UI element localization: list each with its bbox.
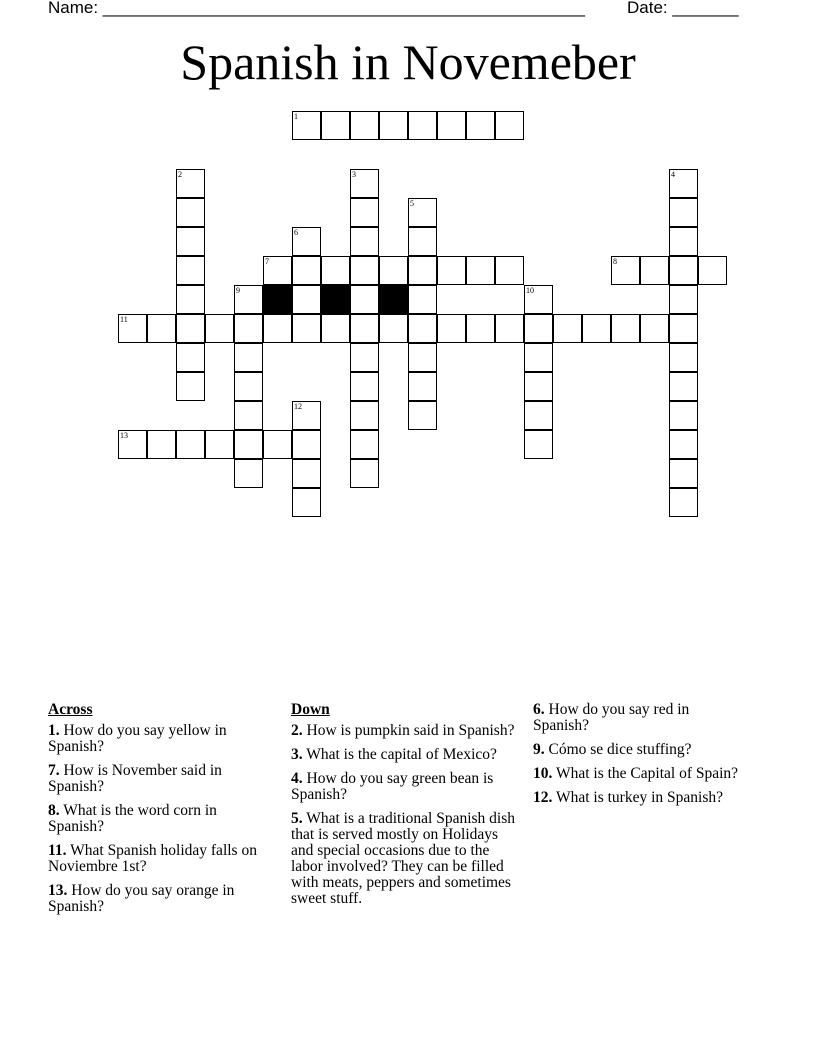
grid-cell[interactable]: [408, 372, 437, 401]
clue-item: [48, 883, 268, 915]
black-square: [263, 285, 292, 314]
grid-cell[interactable]: [147, 430, 176, 459]
grid-cell[interactable]: [234, 430, 263, 459]
cell-number: 7: [265, 257, 269, 266]
grid-cell[interactable]: [292, 227, 321, 256]
grid-cell[interactable]: [437, 256, 466, 285]
across-clues: [48, 702, 268, 923]
grid-cell[interactable]: [350, 169, 379, 198]
grid-cell[interactable]: [495, 314, 524, 343]
clue-item: [48, 843, 268, 875]
clue-text: How do you say yellow in Spanish?: [48, 722, 227, 755]
grid-cell[interactable]: [611, 256, 640, 285]
down-heading: Down: [291, 701, 330, 718]
grid-cell[interactable]: [292, 314, 321, 343]
clue-number: 7.: [48, 762, 60, 779]
clue-item: [533, 790, 743, 806]
puzzle-title: Spanish in Novemeber: [180, 34, 636, 90]
clue-item: [291, 723, 523, 739]
grid-cell[interactable]: [437, 111, 466, 140]
cell-number: 6: [294, 228, 298, 237]
clue-number: 8.: [48, 802, 60, 819]
grid-cell[interactable]: [292, 488, 321, 517]
cell-number: 8: [613, 257, 617, 266]
grid-cell[interactable]: [524, 372, 553, 401]
grid-cell[interactable]: [437, 314, 466, 343]
clue-number: 9.: [533, 741, 545, 758]
black-square: [321, 285, 350, 314]
cell-number: 4: [671, 170, 675, 179]
clue-item: [48, 763, 268, 795]
grid-cell[interactable]: [611, 314, 640, 343]
grid-cell[interactable]: [350, 459, 379, 488]
grid-cell[interactable]: [234, 285, 263, 314]
grid-cell[interactable]: [524, 314, 553, 343]
grid-cell[interactable]: [234, 401, 263, 430]
grid-cell[interactable]: [669, 488, 698, 517]
grid-cell[interactable]: [669, 198, 698, 227]
grid-cell[interactable]: [350, 227, 379, 256]
grid-cell[interactable]: [321, 111, 350, 140]
black-square: [379, 285, 408, 314]
clue-number: 13.: [48, 882, 68, 899]
grid-cell[interactable]: [234, 372, 263, 401]
grid-cell[interactable]: [176, 169, 205, 198]
grid-cell[interactable]: [118, 430, 147, 459]
grid-cell[interactable]: [408, 111, 437, 140]
grid-cell[interactable]: [524, 343, 553, 372]
down-clues: [291, 702, 523, 915]
grid-cell[interactable]: [379, 111, 408, 140]
clue-text: What is the word corn in Spanish?: [48, 802, 217, 835]
clue-text: Cómo se dice stuffing?: [544, 741, 692, 758]
clue-text: What is the Capital of Spain?: [552, 765, 739, 782]
across-heading: Across: [48, 701, 93, 718]
grid-cell[interactable]: [292, 256, 321, 285]
name-field[interactable]: Name: ___________________________________________________: [48, 0, 585, 17]
grid-cell[interactable]: [263, 314, 292, 343]
grid-cell[interactable]: [176, 343, 205, 372]
grid-cell[interactable]: [640, 256, 669, 285]
grid-cell[interactable]: [321, 314, 350, 343]
grid-cell[interactable]: [176, 227, 205, 256]
grid-cell[interactable]: [350, 430, 379, 459]
grid-cell[interactable]: [321, 256, 350, 285]
grid-cell[interactable]: [698, 256, 727, 285]
clue-number: 5.: [291, 810, 303, 827]
grid-cell[interactable]: [292, 111, 321, 140]
grid-cell[interactable]: [176, 285, 205, 314]
cell-number: 11: [120, 315, 128, 324]
clue-text: What is turkey in Spanish?: [552, 789, 723, 806]
grid-cell[interactable]: [408, 285, 437, 314]
grid-cell[interactable]: [234, 314, 263, 343]
clue-number: 10.: [533, 765, 553, 782]
grid-cell[interactable]: [350, 343, 379, 372]
grid-cell[interactable]: [553, 314, 582, 343]
grid-cell[interactable]: [408, 343, 437, 372]
clue-text: How do you say orange in Spanish?: [48, 882, 235, 915]
grid-cell[interactable]: [640, 314, 669, 343]
grid-cell[interactable]: [379, 256, 408, 285]
grid-cell[interactable]: [669, 372, 698, 401]
clue-item: [533, 766, 743, 782]
grid-cell[interactable]: [582, 314, 611, 343]
grid-cell[interactable]: [669, 285, 698, 314]
grid-cell[interactable]: [234, 459, 263, 488]
down-clues-continued: [533, 702, 743, 814]
clue-item: [48, 723, 268, 755]
clue-text: How is November said in Spanish?: [48, 762, 222, 795]
grid-cell[interactable]: [292, 459, 321, 488]
clue-text: What is the capital of Mexico?: [302, 746, 497, 763]
clue-number: 11.: [48, 842, 67, 859]
grid-cell[interactable]: [176, 198, 205, 227]
clue-number: 12.: [533, 789, 553, 806]
grid-cell[interactable]: [669, 169, 698, 198]
date-field[interactable]: Date: _______: [627, 0, 739, 17]
clue-item: [48, 803, 268, 835]
grid-cell[interactable]: [495, 111, 524, 140]
grid-cell[interactable]: [263, 430, 292, 459]
grid-cell[interactable]: [350, 285, 379, 314]
clue-text: What Spanish holiday falls on Noviembre 1st?: [48, 842, 257, 875]
grid-cell[interactable]: [408, 227, 437, 256]
clue-item: [291, 771, 523, 803]
clue-text: How do you say red in Spanish?: [533, 701, 690, 734]
grid-cell[interactable]: [408, 256, 437, 285]
grid-cell[interactable]: [350, 111, 379, 140]
grid-cell[interactable]: [176, 314, 205, 343]
grid-cell[interactable]: [176, 372, 205, 401]
grid-cell[interactable]: [234, 343, 263, 372]
cell-number: 3: [352, 170, 356, 179]
grid-cell[interactable]: [466, 256, 495, 285]
grid-cell[interactable]: [292, 430, 321, 459]
grid-cell[interactable]: [466, 314, 495, 343]
cell-number: 13: [120, 431, 128, 440]
clue-number: 4.: [291, 770, 303, 787]
clue-item: [291, 747, 523, 763]
clue-number: 1.: [48, 722, 60, 739]
grid-cell[interactable]: [205, 430, 234, 459]
cell-number: 9: [236, 286, 240, 295]
grid-cell[interactable]: [669, 430, 698, 459]
clue-item: [533, 742, 743, 758]
grid-cell[interactable]: [350, 401, 379, 430]
clue-text: What is a traditional Spanish dish that is served mostly on Holidays and special occasions due to the labor involved? They can be filled with meats, peppers and sometimes sweet stuff.: [291, 810, 516, 907]
grid-cell[interactable]: [147, 314, 176, 343]
grid-cell[interactable]: [669, 256, 698, 285]
grid-cell[interactable]: [524, 401, 553, 430]
grid-cell[interactable]: [524, 285, 553, 314]
grid-cell[interactable]: [524, 430, 553, 459]
grid-cell[interactable]: [350, 198, 379, 227]
grid-cell[interactable]: [669, 401, 698, 430]
cell-number: 12: [294, 402, 302, 411]
grid-cell[interactable]: [466, 111, 495, 140]
grid-cell[interactable]: [205, 314, 234, 343]
cell-number: 5: [410, 199, 414, 208]
grid-cell[interactable]: [350, 314, 379, 343]
cell-number: 1: [294, 112, 298, 121]
clue-number: 2.: [291, 722, 303, 739]
clue-number: 6.: [533, 701, 545, 718]
clue-item: [291, 811, 523, 907]
grid-cell[interactable]: [350, 372, 379, 401]
clue-text: How is pumpkin said in Spanish?: [302, 722, 515, 739]
grid-cell[interactable]: [495, 256, 524, 285]
grid-cell[interactable]: [408, 198, 437, 227]
clue-text: How do you say green bean is Spanish?: [291, 770, 494, 803]
grid-cell[interactable]: [669, 227, 698, 256]
grid-cell[interactable]: [292, 401, 321, 430]
grid-cell[interactable]: [669, 314, 698, 343]
clue-item: [533, 702, 743, 734]
grid-cell[interactable]: [669, 343, 698, 372]
grid-cell[interactable]: [408, 401, 437, 430]
grid-cell[interactable]: [408, 314, 437, 343]
grid-cell[interactable]: [176, 256, 205, 285]
grid-cell[interactable]: [263, 256, 292, 285]
cell-number: 2: [178, 170, 182, 179]
grid-cell[interactable]: [176, 430, 205, 459]
clue-number: 3.: [291, 746, 303, 763]
grid-cell[interactable]: [350, 256, 379, 285]
grid-cell[interactable]: [118, 314, 147, 343]
cell-number: 10: [526, 286, 534, 295]
grid-cell[interactable]: [292, 285, 321, 314]
grid-cell[interactable]: [669, 459, 698, 488]
grid-cell[interactable]: [379, 314, 408, 343]
